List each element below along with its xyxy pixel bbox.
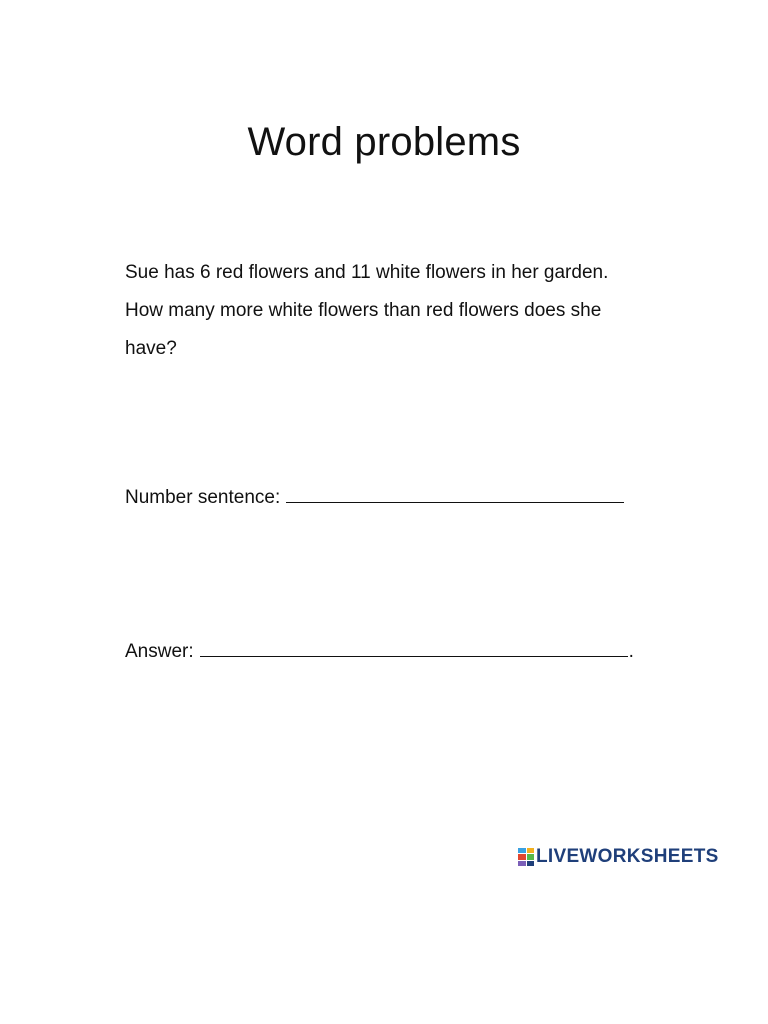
liveworksheets-logo bbox=[518, 845, 719, 869]
problem-line: How many more white flowers than red flowers does she bbox=[125, 300, 602, 321]
answer-period: . bbox=[628, 641, 634, 662]
number-sentence-label: Number sentence: bbox=[125, 487, 281, 508]
logo-square bbox=[518, 854, 526, 859]
logo-square bbox=[527, 854, 535, 859]
logo-square bbox=[527, 848, 535, 853]
logo-text: LIVEWORKSHEETS bbox=[536, 846, 719, 867]
answer-blank[interactable] bbox=[200, 638, 628, 657]
problem-text bbox=[125, 254, 665, 368]
answer-row bbox=[125, 638, 634, 666]
answer-label: Answer: bbox=[125, 641, 194, 662]
problem-line: have? bbox=[125, 338, 177, 359]
logo-square bbox=[518, 848, 526, 853]
liveworksheets-mark-icon bbox=[518, 848, 534, 866]
logo-square bbox=[518, 861, 526, 866]
page-title: Word problems bbox=[247, 120, 521, 164]
logo-square bbox=[527, 861, 535, 866]
problem-line: Sue has 6 red flowers and 11 white flowers in her garden. bbox=[125, 262, 609, 283]
number-sentence-row bbox=[125, 484, 624, 512]
number-sentence-blank[interactable] bbox=[286, 484, 624, 503]
